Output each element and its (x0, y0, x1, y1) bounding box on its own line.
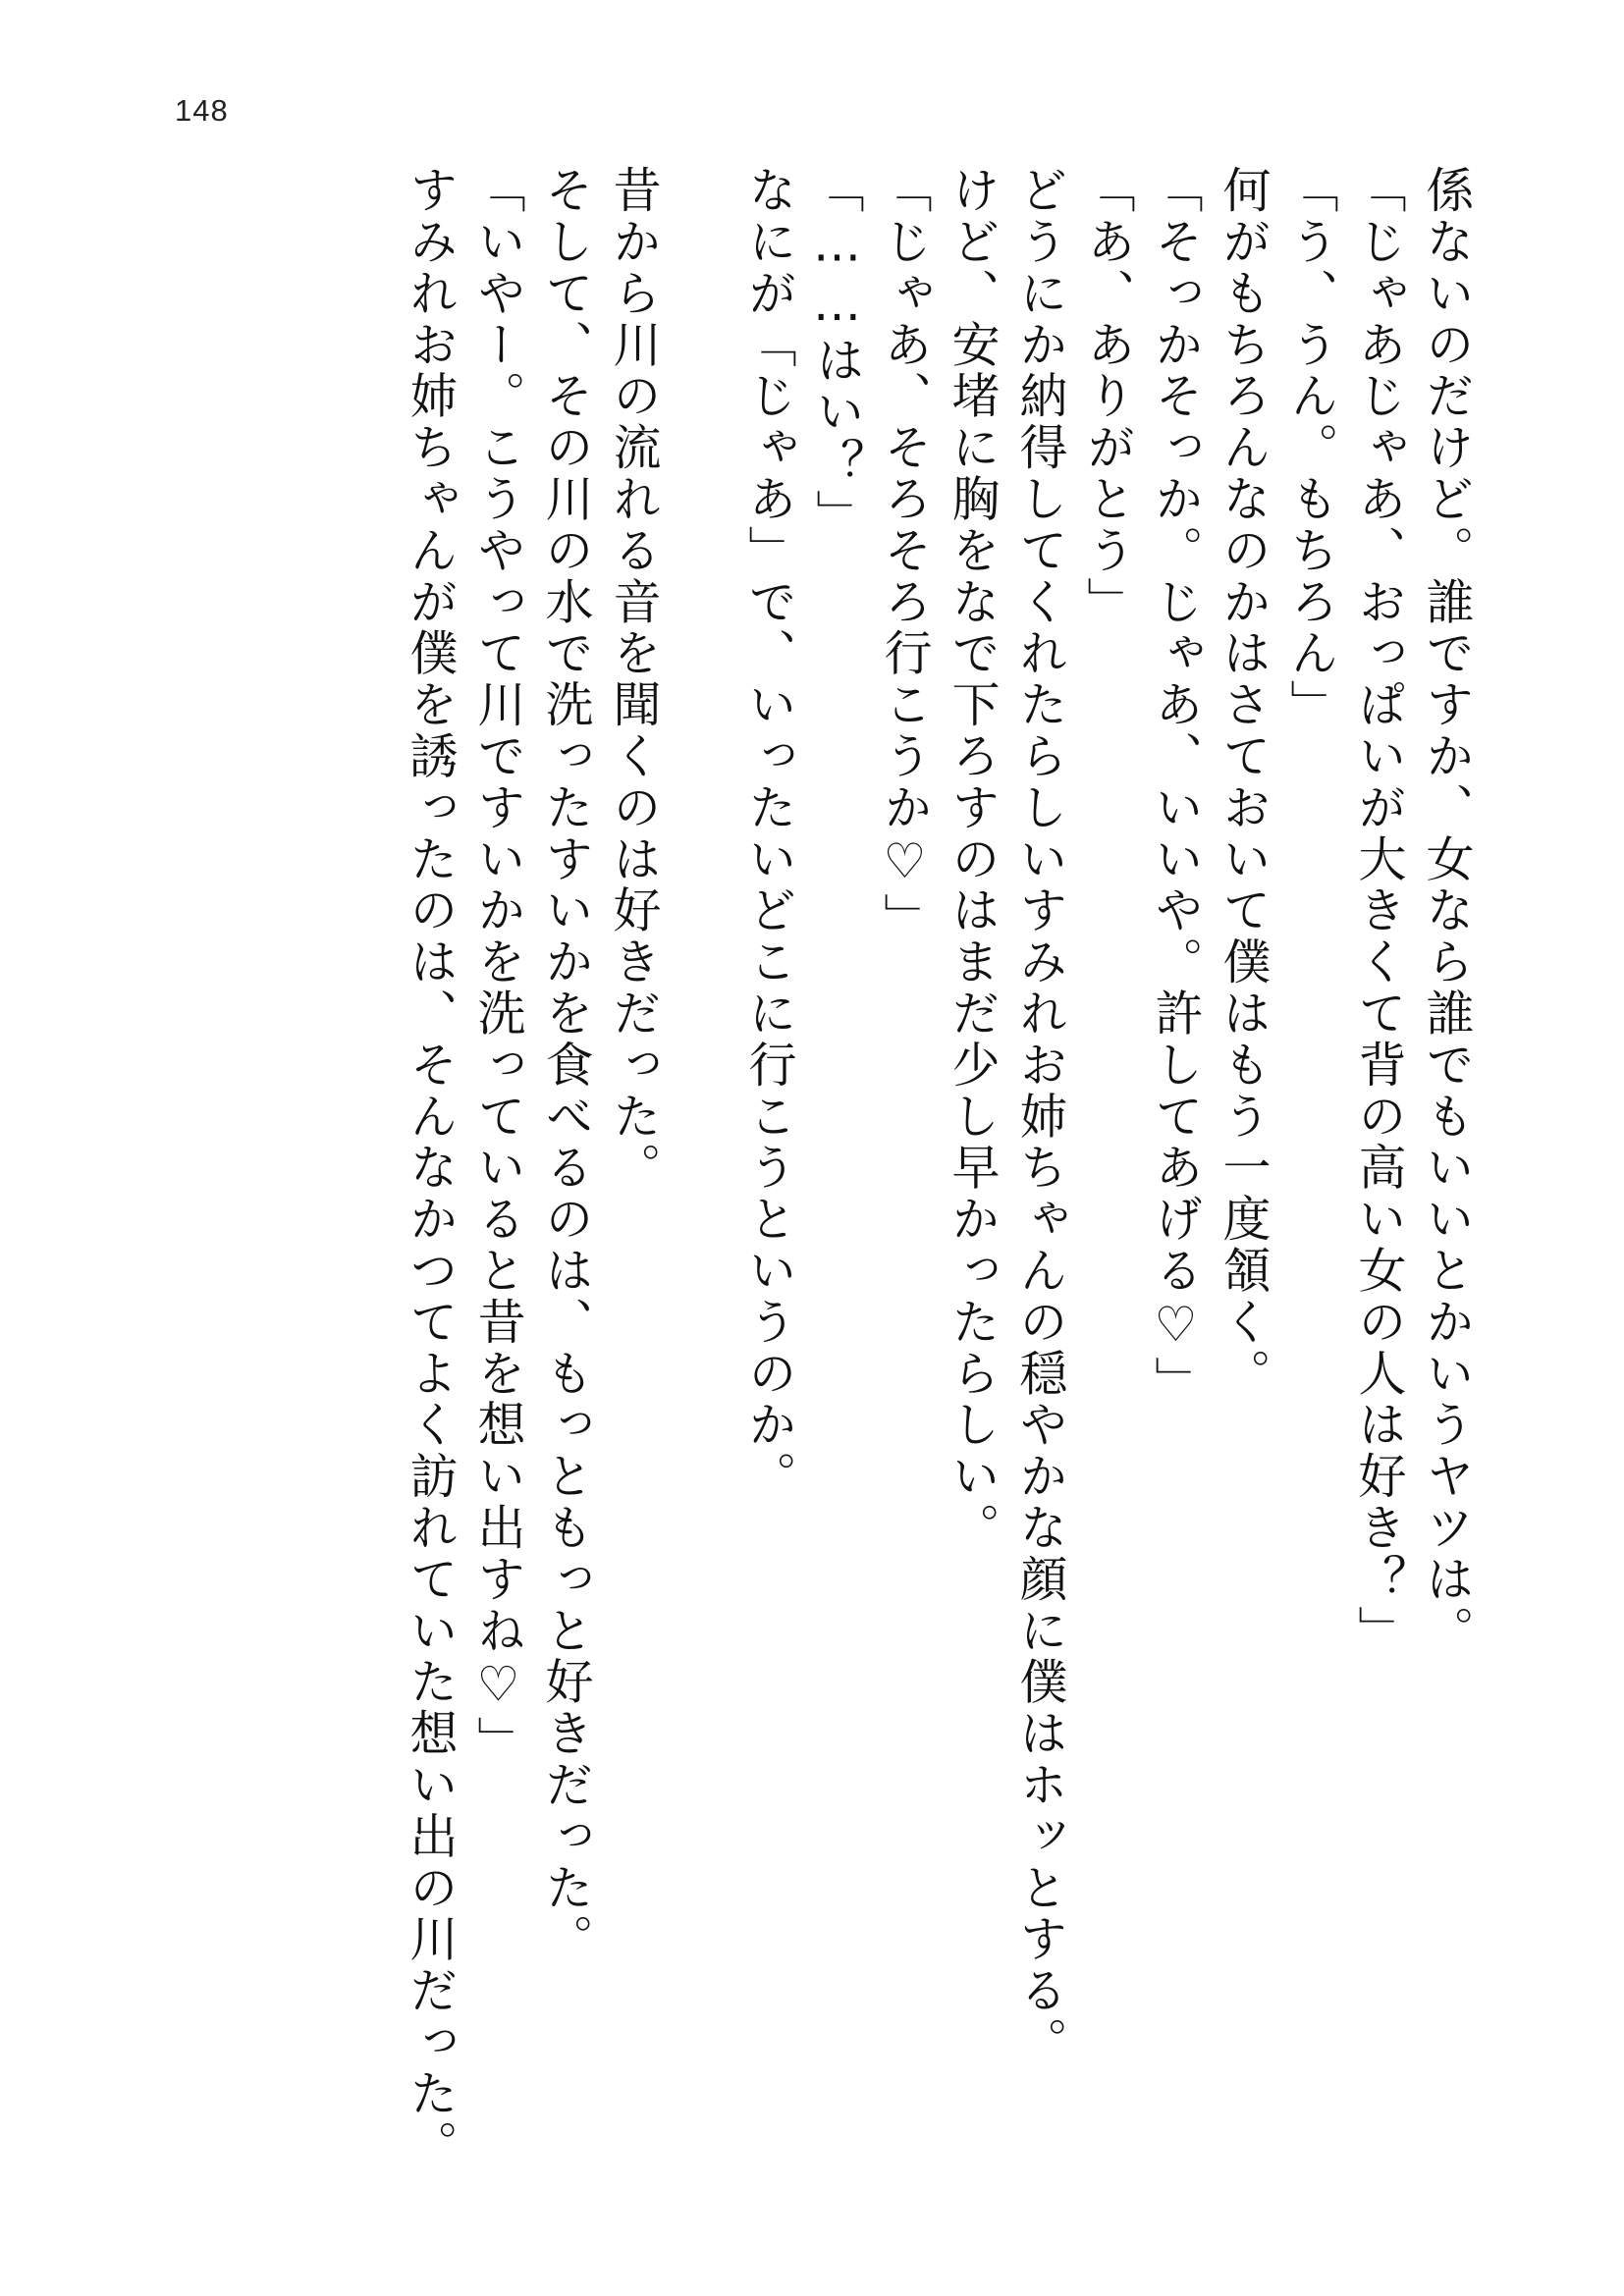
text-column-8: けど、安堵に胸をなで下ろすのはまだ少し早かったらしい。 (945, 165, 1001, 1554)
text-column-13: そして、その川の水で洗ったすいかを食べるのは、もっともっと好きだった。 (538, 165, 594, 1965)
text-column-3: 「う、うん。もちろん」 (1283, 165, 1339, 731)
page-number: 148 (175, 93, 229, 128)
text-column-12: 昔から川の流れる音を聞くのは好きだった。 (606, 165, 662, 1194)
text-column-1: 係ないのだけど。誰ですか、女なら誰でもいいとかいうヤツは。 (1419, 165, 1475, 1657)
text-column-4: 何がもちろんなのかはさておいて僕はもう一度頷く。 (1216, 165, 1272, 1400)
text-column-2: 「じゃあじゃあ、おっぱいが大きくて背の高い女の人は好き？」 (1351, 165, 1407, 1657)
text-column-5: 「そっかそっか。じゃあ、いいや。許してあげる♡」 (1148, 165, 1204, 1408)
text-column-14: 「いやー。こうやって川ですいかを洗っていると昔を想い出すね♡」 (470, 165, 526, 1768)
text-column-9: 「じゃあ、そろそろ行こうか♡」 (877, 165, 933, 944)
text-column-6: 「あ、ありがとう」 (1080, 165, 1136, 628)
text-column-10: 「……はい？」 (809, 165, 865, 541)
text-column-11: なにが「じゃあ」で、いったいどこに行こうというのか。 (741, 165, 797, 1503)
text-column-15: すみれお姉ちゃんが僕を誘ったのは、そんなかつてよく訪れていた想い出の川だった。 (403, 165, 459, 2171)
text-column-7: どうにか納得してくれたらしいすみれお姉ちゃんの穏やかな顔に僕はホッとする。 (1012, 165, 1068, 2068)
